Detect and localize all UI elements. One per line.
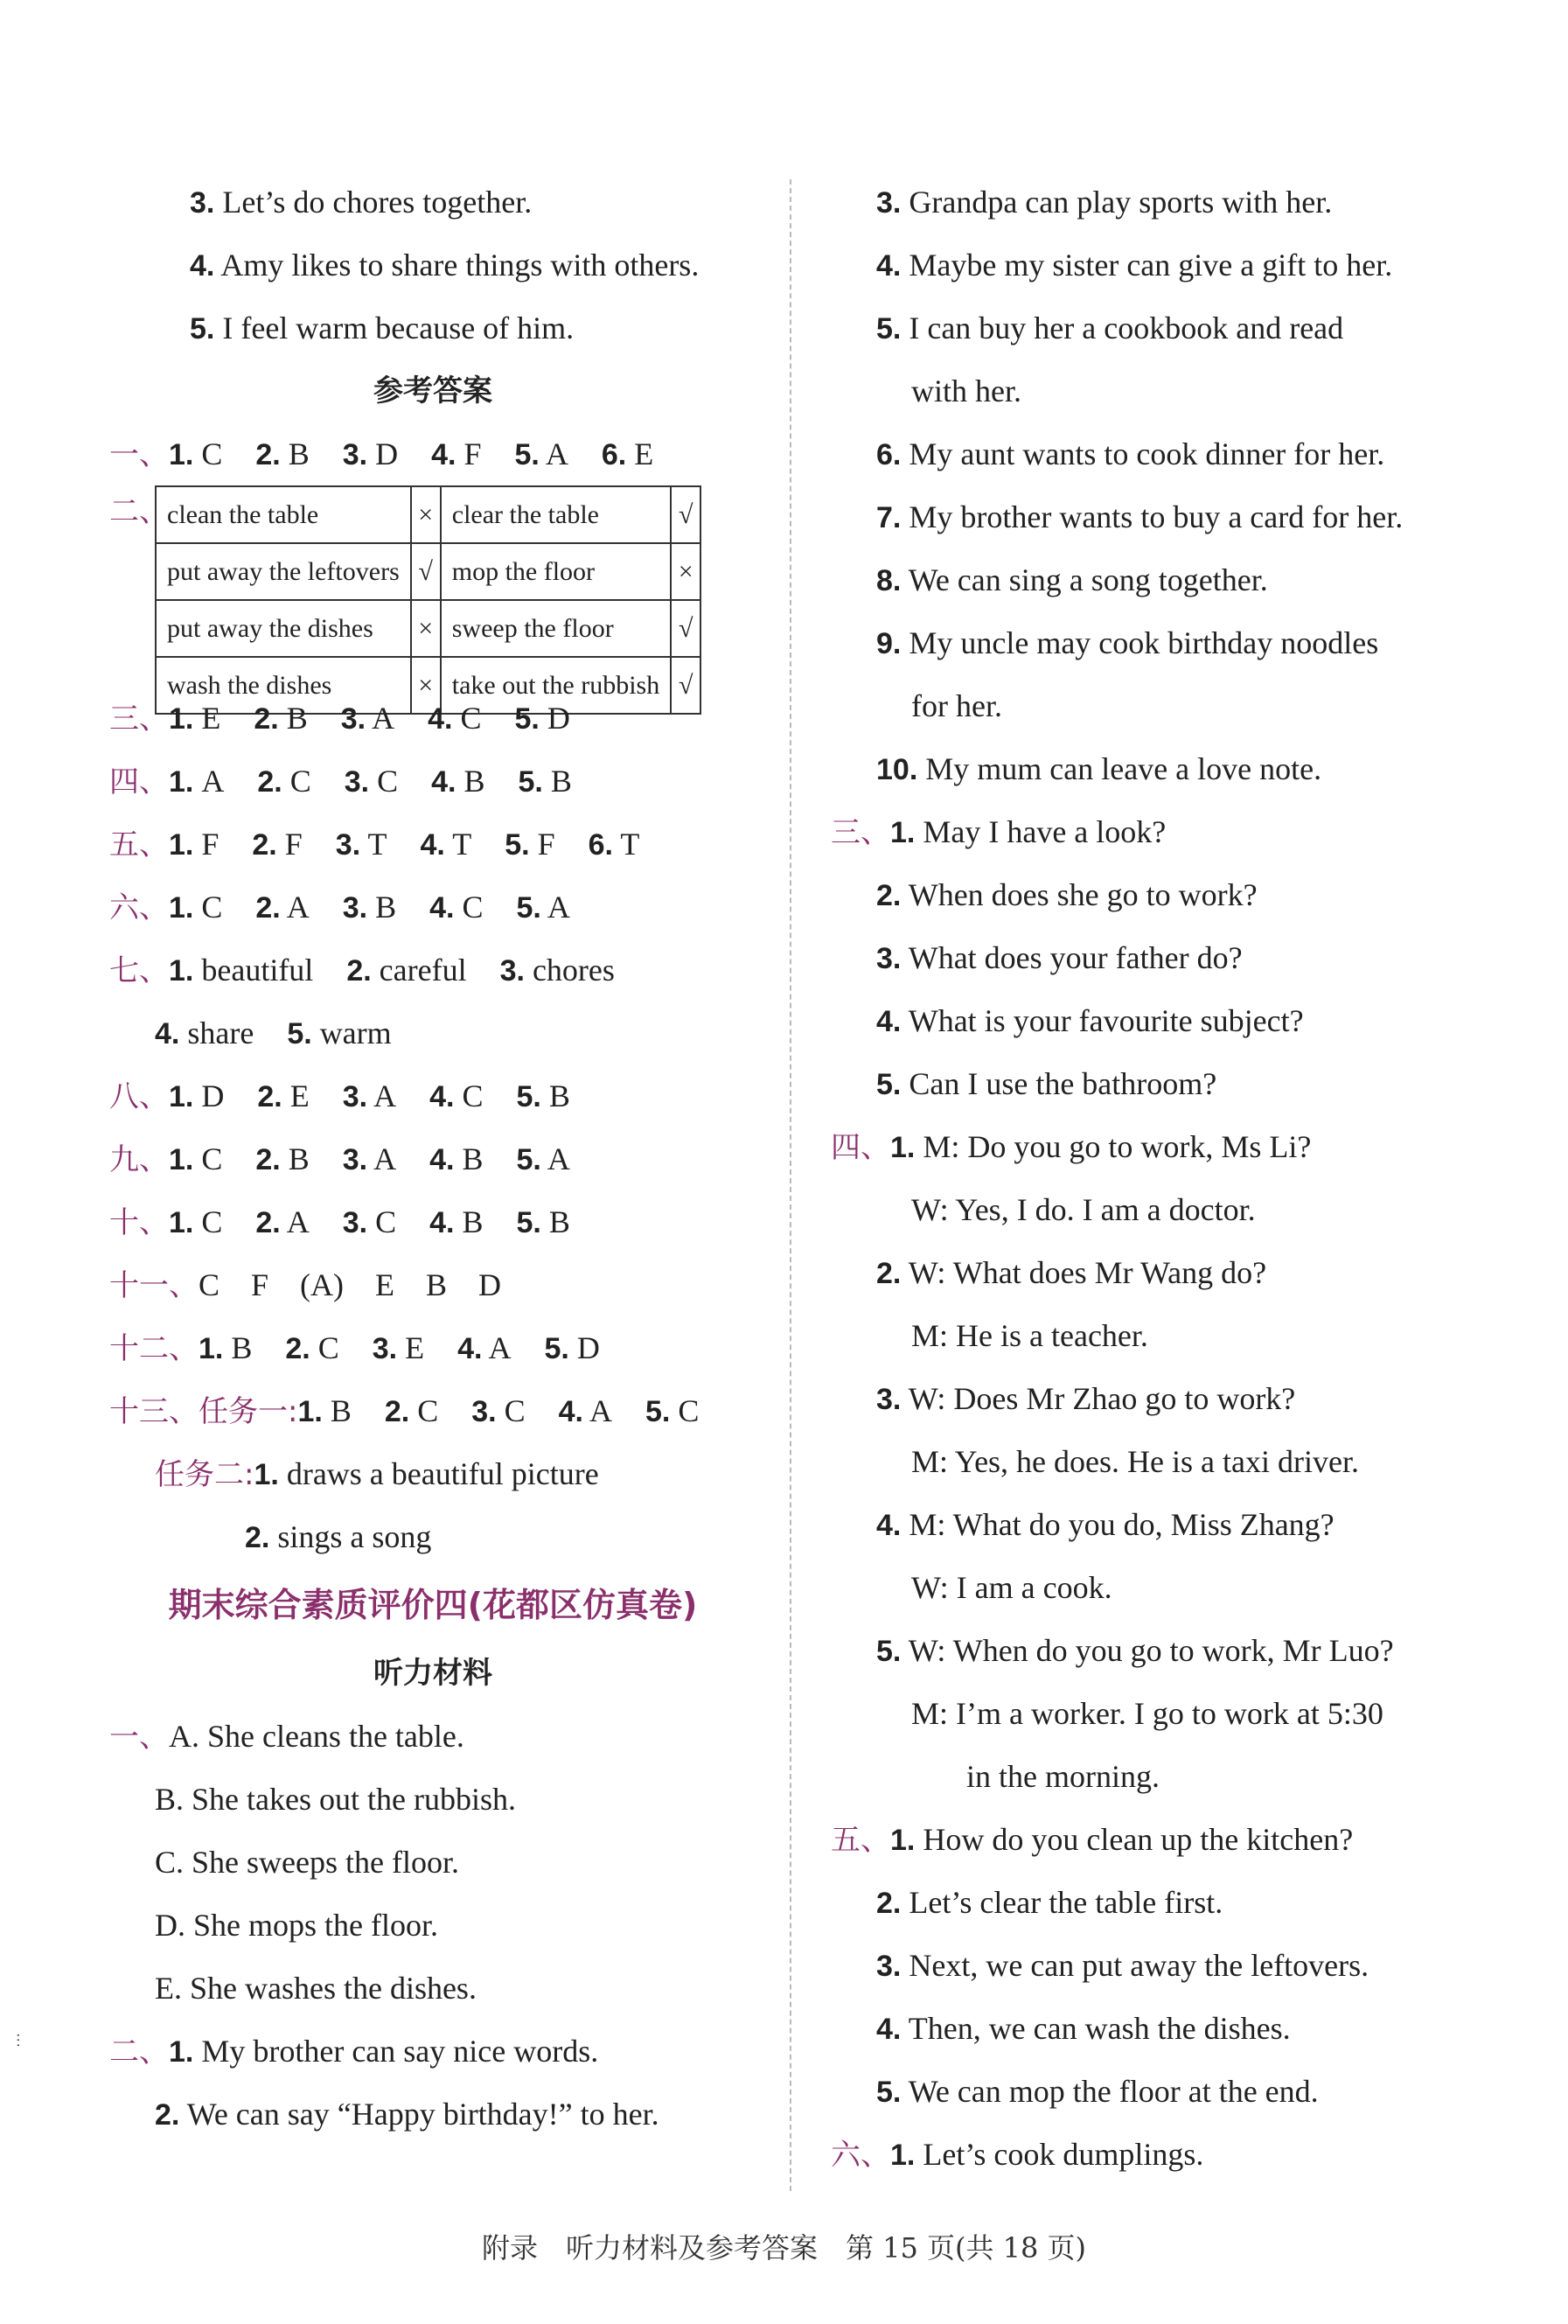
item-text: How do you clean up the kitchen? (923, 1822, 1354, 1857)
section-heading-listening: 听力材料 (373, 1656, 492, 1691)
text-line (109, 2020, 756, 2083)
text-line (109, 1127, 756, 1190)
answer-value: A (373, 1078, 397, 1113)
text-line (109, 1768, 756, 1831)
item-number: 2. (876, 879, 902, 912)
item-number: 1. (254, 1458, 279, 1491)
check-mark: × (671, 543, 700, 600)
item-number: 3. (342, 438, 368, 471)
text-line (109, 297, 756, 359)
item-text: We can sing a song together. (908, 562, 1268, 597)
table-cell: clear the table (441, 486, 671, 543)
chores-table-section (109, 485, 756, 700)
item-number: 5. (544, 1332, 569, 1365)
item-number: 3. (876, 186, 902, 220)
text-line (109, 1253, 756, 1316)
item-text: M: He is a teacher. (911, 1318, 1148, 1353)
item-number: 5. (516, 1143, 541, 1176)
item-number: 4. (876, 1005, 902, 1038)
text-line (831, 1745, 1478, 1808)
item-number: 8. (876, 564, 902, 597)
answer-value: chores (532, 953, 615, 988)
answer-value: C (201, 436, 223, 471)
item-number: 4. (876, 1509, 902, 1542)
item-number: 4. (457, 1332, 483, 1365)
item-number: 1. (169, 1143, 194, 1176)
answer-value: E (634, 436, 654, 471)
answer-value: B (463, 764, 485, 799)
answer-value: C (201, 890, 223, 925)
item-number: 1. (890, 1824, 916, 1857)
item-text: sings a song (277, 1519, 432, 1554)
text-line (831, 737, 1478, 800)
item-text: D. She mops the floor. (155, 1908, 438, 1943)
answer-value: F (537, 827, 555, 862)
text-line (109, 1705, 756, 1768)
text-line (109, 234, 756, 297)
item-number: 1. (169, 702, 194, 736)
text-line (831, 2060, 1478, 2123)
section-label: 十一、 (109, 1268, 199, 1303)
section-label: 二、 (109, 494, 169, 529)
text-line (831, 297, 1478, 359)
text-line (831, 674, 1478, 737)
item-text: M: Do you go to work, Ms Li? (923, 1129, 1312, 1164)
item-text: M: I’m a worker. I go to work at 5:30 (911, 1696, 1383, 1731)
text-line (831, 2123, 1478, 2186)
item-number: 4. (429, 891, 455, 925)
answer-value: B (288, 436, 310, 471)
text-line (831, 1052, 1478, 1115)
item-number: 5. (876, 1635, 902, 1668)
section-label: 四、 (109, 764, 169, 799)
section-label: 五、 (831, 1823, 890, 1858)
text-line (109, 750, 756, 813)
text-line (831, 359, 1478, 422)
item-number: 5. (287, 1017, 312, 1050)
answer-value: warm (319, 1015, 392, 1050)
table-cell: mop the floor (441, 543, 671, 600)
check-mark: × (411, 486, 441, 543)
text-line (109, 876, 756, 939)
item-text: A. She cleans the table. (169, 1719, 464, 1754)
item-number: 5. (876, 312, 902, 345)
item-text: W: What does Mr Wang do? (908, 1255, 1267, 1290)
answer-value: C (375, 1204, 397, 1239)
item-number: 4. (429, 1080, 455, 1113)
item-number: 3. (342, 1206, 368, 1239)
item-text: draws a beautiful picture (286, 1456, 599, 1491)
item-text: I feel warm because of him. (222, 311, 575, 345)
answer-value: T (367, 827, 387, 862)
check-mark: × (411, 600, 441, 657)
item-number: 5. (516, 1080, 541, 1113)
answer-value: C (462, 1078, 484, 1113)
text-line (831, 1871, 1478, 1934)
item-text: in the morning. (966, 1759, 1160, 1794)
answer-value: beautiful (201, 953, 314, 988)
item-number: 6. (876, 438, 902, 471)
text-line (109, 1957, 756, 2020)
text-line (109, 813, 756, 876)
answer-value: C (417, 1393, 439, 1428)
answer-value: B (330, 1393, 352, 1428)
answer-value: B (550, 764, 572, 799)
text-line (109, 939, 756, 1001)
item-text: C. She sweeps the floor. (155, 1845, 459, 1880)
item-number: 2. (384, 1395, 410, 1428)
item-number: 2. (255, 891, 281, 925)
text-line (831, 485, 1478, 548)
item-number: 1. (169, 828, 194, 862)
text-line (109, 1442, 756, 1505)
answer-value: T (452, 827, 472, 862)
answer-value: A (286, 1204, 310, 1239)
text-line (831, 234, 1478, 297)
item-number: 2. (285, 1332, 310, 1365)
answer-value: A (201, 764, 225, 799)
answer-value: D (201, 1078, 225, 1113)
item-number: 5. (514, 702, 540, 736)
item-number: 5. (190, 312, 215, 345)
item-number: 1. (890, 816, 916, 849)
text-line (109, 1316, 756, 1379)
item-number: 3. (876, 1383, 902, 1416)
answer-value: F (201, 827, 220, 862)
text-line (831, 863, 1478, 926)
page-footer: 附录 听力材料及参考答案 第 15 页(共 18 页) (481, 2231, 1087, 2265)
item-text: Maybe my sister can give a gift to her. (909, 248, 1393, 283)
answer-value: D (576, 1330, 600, 1365)
right-column (831, 171, 1478, 2186)
item-number: 2. (255, 438, 281, 471)
text-line (831, 1178, 1478, 1241)
answer-value: F (284, 827, 303, 862)
item-text: My brother wants to buy a card for her. (909, 499, 1404, 534)
item-text: W: When do you go to work, Mr Luo? (908, 1633, 1394, 1668)
item-number: 5. (505, 828, 530, 862)
section-label: 九、 (109, 1142, 169, 1177)
text-line (109, 1831, 756, 1894)
answer-value: B (462, 1204, 484, 1239)
table-row (156, 543, 700, 600)
text-line (831, 1556, 1478, 1619)
answer-value: share (187, 1015, 254, 1050)
item-number: 1. (297, 1395, 323, 1428)
item-number: 9. (876, 627, 902, 660)
answer-value: C (678, 1393, 700, 1428)
answer-value: B (548, 1078, 570, 1113)
answer-value: B (286, 701, 308, 736)
item-text: Grandpa can play sports with her. (909, 185, 1333, 220)
column-divider (790, 179, 791, 2191)
exam-title: 期末综合素质评价四(花都区仿真卷) (168, 1586, 698, 1624)
item-number: 5. (876, 2076, 902, 2109)
answer-value: A (372, 701, 395, 736)
table-cell: clean the table (156, 486, 411, 543)
check-mark: √ (671, 600, 700, 657)
answer-value: E (405, 1330, 425, 1365)
answer-value: C (462, 890, 484, 925)
item-number: 4. (429, 1206, 455, 1239)
check-mark: √ (411, 543, 441, 600)
item-number: 2. (257, 765, 282, 799)
section-label: 十三、 (109, 1394, 199, 1429)
section-label: 二、 (109, 2034, 169, 2069)
text-line (109, 1064, 756, 1127)
item-text: When does she go to work? (908, 877, 1258, 912)
text-line (109, 422, 756, 485)
section-label: 十二、 (109, 1331, 199, 1366)
answer-value: A (545, 436, 568, 471)
item-number: 3. (876, 942, 902, 975)
section-heading-answers: 参考答案 (373, 373, 492, 408)
item-number: 4. (431, 438, 456, 471)
text-line (831, 1115, 1478, 1178)
item-number: 1. (169, 1080, 194, 1113)
item-number: 5. (518, 765, 543, 799)
text-line (831, 611, 1478, 674)
text-line (109, 1379, 756, 1442)
answer-value: D (375, 436, 399, 471)
item-text: My mum can leave a love note. (925, 751, 1322, 786)
table-cell: wash the dishes (156, 657, 411, 714)
item-number: 1. (169, 765, 194, 799)
item-number: 1. (890, 2139, 916, 2172)
item-number: 2. (257, 1080, 282, 1113)
item-number: 2. (876, 1887, 902, 1920)
text-line (831, 1619, 1478, 1682)
item-text: I can buy her a cookbook and read (909, 311, 1344, 345)
text-line (109, 1894, 756, 1957)
item-number: 4. (558, 1395, 583, 1428)
item-number: 4. (190, 249, 215, 283)
item-number: 5. (516, 891, 541, 925)
item-number: 4. (431, 765, 456, 799)
item-number: 3. (342, 891, 368, 925)
answer-value: B (288, 1141, 310, 1176)
answer-value: E (201, 701, 221, 736)
answer-value: A (373, 1141, 397, 1176)
item-text: Let’s do chores together. (222, 185, 533, 220)
answer-value: B (231, 1330, 253, 1365)
text-line (831, 1682, 1478, 1745)
item-number: 2. (245, 1521, 270, 1554)
table-row (156, 600, 700, 657)
text-line (831, 548, 1478, 611)
item-text: We can say “Happy birthday!” to her. (186, 2097, 659, 2132)
answer-value: B (462, 1141, 484, 1176)
item-number: 5. (516, 1206, 541, 1239)
text-line (109, 687, 756, 750)
item-number: 4. (876, 249, 902, 283)
answer-value: D (547, 701, 570, 736)
item-text: My brother can say nice words. (201, 2034, 599, 2069)
item-number: 4. (155, 1017, 180, 1050)
answer-value: A (547, 1141, 570, 1176)
table-cell: put away the leftovers (156, 543, 411, 600)
chores-table (155, 485, 701, 715)
item-number: 4. (420, 828, 445, 862)
answer-value: C (201, 1204, 223, 1239)
text-line (831, 1430, 1478, 1493)
answer-value: F (463, 436, 482, 471)
answer-value: careful (379, 953, 467, 988)
item-text: What is your favourite subject? (908, 1003, 1304, 1038)
text-line (831, 1304, 1478, 1367)
answer-value: C (377, 764, 399, 799)
item-number: 2. (254, 702, 279, 736)
item-number: 3. (340, 702, 366, 736)
text-line (831, 800, 1478, 863)
text-line (831, 989, 1478, 1052)
item-text: E. She washes the dishes. (155, 1971, 477, 2006)
item-number: 1. (169, 1206, 194, 1239)
text-line (109, 1001, 756, 1064)
answer-value: T (620, 827, 640, 862)
item-number: 2. (876, 1257, 902, 1290)
left-column (109, 171, 756, 2146)
item-number: 3. (190, 186, 215, 220)
task-label: 任务一: (199, 1394, 298, 1429)
text-line (831, 926, 1478, 989)
item-text: B. She takes out the rubbish. (155, 1782, 516, 1817)
text-line (831, 1997, 1478, 2060)
text-line (831, 1241, 1478, 1304)
section-label: 三、 (831, 815, 890, 850)
item-text: Next, we can put away the leftovers. (909, 1948, 1369, 1983)
text-line (831, 1493, 1478, 1556)
task-label: 任务二: (155, 1457, 254, 1492)
item-text: My uncle may cook birthday noodles (909, 625, 1379, 660)
item-text: Let’s clear the table first. (909, 1885, 1223, 1920)
item-number: 6. (588, 828, 613, 862)
item-number: 2. (252, 828, 277, 862)
item-text: We can mop the floor at the end. (908, 2074, 1319, 2109)
item-number: 1. (169, 438, 194, 471)
item-text: for her. (911, 688, 1002, 723)
answer-value: C F (A) E B D (199, 1267, 502, 1302)
answer-value: A (488, 1330, 512, 1365)
text-line (109, 1190, 756, 1253)
item-number: 6. (601, 438, 627, 471)
item-number: 5. (514, 438, 540, 471)
text-line (109, 1505, 756, 1568)
item-number: 4. (876, 2013, 902, 2046)
item-number: 7. (876, 501, 902, 534)
item-number: 3. (372, 1332, 398, 1365)
item-number: 2. (155, 2098, 180, 2132)
answer-value: C (317, 1330, 339, 1365)
section-label: 三、 (109, 701, 169, 736)
item-number: 1. (890, 1131, 916, 1164)
check-mark: × (411, 657, 441, 714)
answer-value: C (504, 1393, 526, 1428)
item-text: Amy likes to share things with others. (220, 248, 700, 283)
answer-value: C (289, 764, 311, 799)
answer-value: B (548, 1204, 570, 1239)
check-mark: √ (671, 486, 700, 543)
item-number: 3. (342, 1143, 368, 1176)
item-number: 1. (169, 891, 194, 925)
answer-value: E (289, 1078, 310, 1113)
answer-value: A (547, 890, 570, 925)
item-number: 2. (346, 954, 372, 988)
item-number: 3. (876, 1950, 902, 1983)
item-number: 1. (169, 954, 194, 988)
text-line (831, 422, 1478, 485)
item-number: 10. (876, 753, 918, 786)
answer-value: A (286, 890, 310, 925)
item-text: Let’s cook dumplings. (923, 2137, 1204, 2172)
item-text: What does your father do? (908, 940, 1243, 975)
section-label: 十、 (109, 1205, 169, 1240)
table-row (156, 486, 700, 543)
answer-value: A (589, 1393, 612, 1428)
item-number: 1. (169, 2035, 194, 2069)
section-label: 一、 (109, 1720, 169, 1755)
section-label: 七、 (109, 953, 169, 988)
item-text: W: I am a cook. (911, 1570, 1112, 1605)
table-cell: sweep the floor (441, 600, 671, 657)
item-number: 5. (876, 1068, 902, 1101)
item-text: Then, we can wash the dishes. (908, 2011, 1291, 2046)
item-text: Can I use the bathroom? (909, 1066, 1217, 1101)
item-number: 4. (429, 1143, 455, 1176)
section-label: 八、 (109, 1079, 169, 1114)
item-number: 2. (255, 1206, 281, 1239)
item-number: 3. (499, 954, 525, 988)
text-line (109, 2083, 756, 2146)
item-number: 5. (645, 1395, 671, 1428)
item-number: 3. (342, 1080, 368, 1113)
item-number: 1. (199, 1332, 224, 1365)
item-text: W: Does Mr Zhao go to work? (908, 1381, 1296, 1416)
text-line (109, 171, 756, 234)
item-text: M: Yes, he does. He is a taxi driver. (911, 1444, 1359, 1479)
check-mark: √ (671, 657, 700, 714)
item-number: 4. (428, 702, 453, 736)
item-number: 2. (255, 1143, 281, 1176)
section-label: 一、 (109, 437, 169, 472)
item-number: 3. (471, 1395, 497, 1428)
table-cell: put away the dishes (156, 600, 411, 657)
section-label: 四、 (831, 1130, 890, 1165)
section-label: 六、 (109, 890, 169, 925)
text-line (831, 1367, 1478, 1430)
text-line (831, 171, 1478, 234)
table-cell: take out the rubbish (441, 657, 671, 714)
text-line (831, 1934, 1478, 1997)
item-number: 3. (335, 828, 361, 862)
item-text: May I have a look? (923, 814, 1167, 849)
answer-value: B (375, 890, 397, 925)
item-text: with her. (911, 373, 1021, 408)
item-text: W: Yes, I do. I am a doctor. (911, 1192, 1256, 1227)
item-text: My aunt wants to cook dinner for her. (909, 436, 1385, 471)
answer-value: C (201, 1141, 223, 1176)
section-label: 六、 (831, 2138, 890, 2173)
stray-mark: ⵗ (16, 2032, 21, 2049)
item-number: 3. (344, 765, 370, 799)
item-text: M: What do you do, Miss Zhang? (909, 1507, 1335, 1542)
text-line (831, 1808, 1478, 1871)
section-label: 五、 (109, 827, 169, 862)
answer-value: C (460, 701, 482, 736)
